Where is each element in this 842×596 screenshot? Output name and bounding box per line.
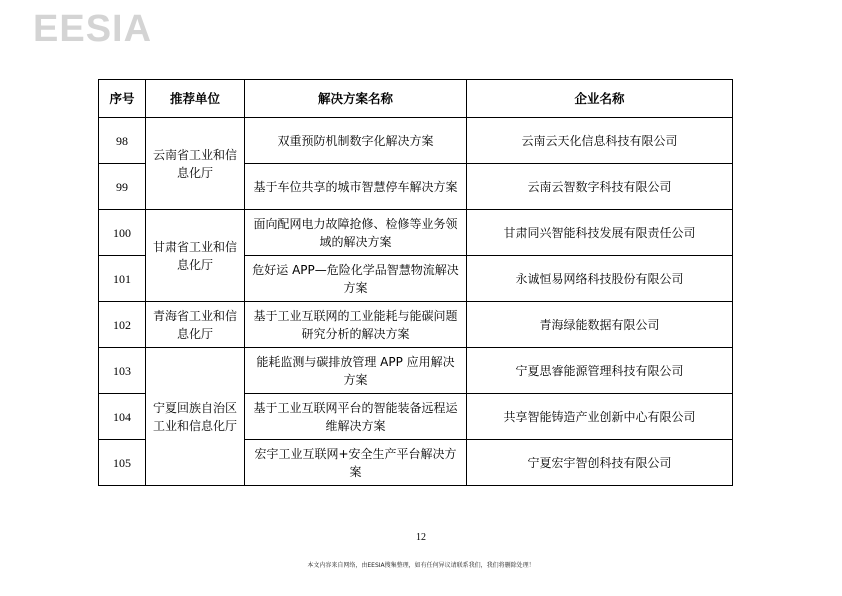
table-row [99, 348, 733, 394]
row-seq: 105 [99, 440, 146, 486]
row-solution: 基于工业互联网平台的智能装备远程运维解决方案 [245, 394, 467, 440]
row-solution: 宏宇工业互联网+安全生产平台解决方案 [245, 440, 467, 486]
row-seq: 104 [99, 394, 146, 440]
table-row [99, 118, 733, 164]
row-solution: 危好运 APP—危险化学品智慧物流解决方案 [245, 256, 467, 302]
row-solution: 能耗监测与碳排放管理 APP 应用解决方案 [245, 348, 467, 394]
table-row [99, 302, 733, 348]
table-header-row [99, 80, 733, 118]
row-seq: 98 [99, 118, 146, 164]
row-company: 云南云智数字科技有限公司 [467, 164, 733, 210]
footer-disclaimer: 本文内容来自网络，由EESIA搜集整理，如有任何异议请联系我们，我们将删除处理！ [307, 562, 535, 569]
table-row [99, 210, 733, 256]
row-unit: 青海省工业和信息化厅 [146, 302, 245, 348]
row-company: 甘肃同兴智能科技发展有限责任公司 [467, 210, 733, 256]
page-number: 12 [416, 532, 426, 543]
row-company: 青海绿能数据有限公司 [467, 302, 733, 348]
row-solution: 双重预防机制数字化解决方案 [245, 118, 467, 164]
row-company: 宁夏思睿能源管理科技有限公司 [467, 348, 733, 394]
row-solution: 面向配网电力故障抢修、检修等业务领域的解决方案 [245, 210, 467, 256]
row-company: 共享智能铸造产业创新中心有限公司 [467, 394, 733, 440]
header-seq: 序号 [99, 80, 146, 118]
recommendation-table [98, 79, 733, 486]
eesia-logo: EESIA [33, 8, 153, 50]
row-unit: 宁夏回族自治区工业和信息化厅 [146, 348, 245, 486]
row-seq: 101 [99, 256, 146, 302]
row-company: 宁夏宏宇智创科技有限公司 [467, 440, 733, 486]
row-company: 云南云天化信息科技有限公司 [467, 118, 733, 164]
row-seq: 103 [99, 348, 146, 394]
header-unit: 推荐单位 [146, 80, 245, 118]
row-seq: 99 [99, 164, 146, 210]
header-company: 企业名称 [467, 80, 733, 118]
row-unit: 甘肃省工业和信息化厅 [146, 210, 245, 302]
row-unit: 云南省工业和信息化厅 [146, 118, 245, 210]
row-seq: 100 [99, 210, 146, 256]
header-solution: 解决方案名称 [245, 80, 467, 118]
row-solution: 基于车位共享的城市智慧停车解决方案 [245, 164, 467, 210]
row-seq: 102 [99, 302, 146, 348]
row-company: 永诚恒易网络科技股份有限公司 [467, 256, 733, 302]
row-solution: 基于工业互联网的工业能耗与能碳问题研究分析的解决方案 [245, 302, 467, 348]
